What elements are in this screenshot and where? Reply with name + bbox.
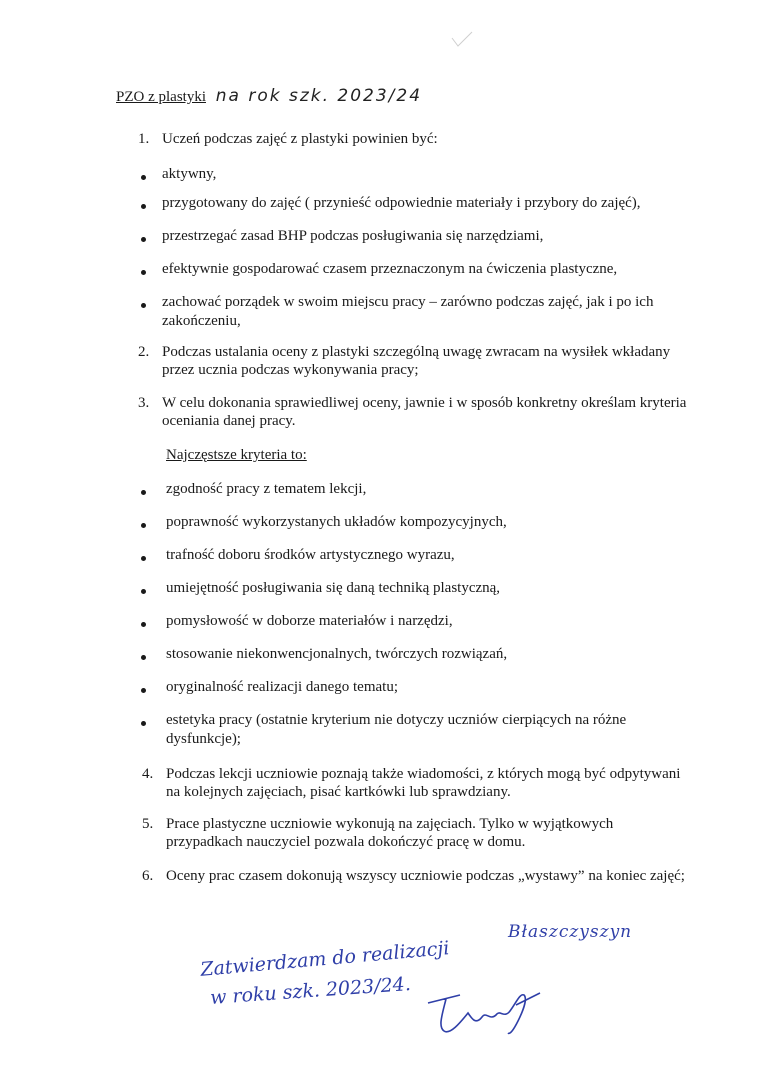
scan-mark (450, 30, 474, 50)
item-text: na kolejnych zajęciach, pisać kartkówki lub sprawdziany. (166, 784, 511, 800)
title-typed: PZO z plastyki (116, 89, 206, 105)
list-item: przygotowany do zajęć ( przynieść odpowiednie materiały i przybory do zajęć), (162, 195, 641, 211)
bullet-dot (141, 556, 146, 561)
item-text: Oceny prac czasem dokonują wszyscy uczniowie podczas „wystawy” na koniec zajęć; (166, 868, 685, 884)
bullet-dot (141, 622, 146, 627)
list-item: umiejętność posługiwania się daną techniką plastyczną, (166, 580, 501, 596)
list-item: estetyka pracy (ostatnie kryterium nie dotyczy uczniów cierpiących na różne (166, 712, 627, 728)
list-item: oryginalność realizacji danego tematu; (166, 679, 398, 695)
list-item-continuation: zakończeniu, (162, 313, 241, 329)
item-text: przez ucznia podczas wykonywania pracy; (162, 362, 419, 378)
item-text: oceniania danej pracy. (162, 413, 296, 429)
item-number: 3. (138, 395, 150, 411)
item-number: 2. (138, 344, 150, 360)
bullet-dot (141, 589, 146, 594)
list-item: aktywny, (162, 166, 217, 182)
list-item: zgodność pracy z tematem lekcji, (166, 481, 367, 497)
approval-line-1: Zatwierdzam do realizacji (199, 937, 451, 981)
item-number: 1. (138, 131, 150, 147)
bullet-dot (141, 490, 146, 495)
list-item: trafność doboru środków artystycznego wyrazu, (166, 547, 455, 563)
list-item: poprawność wykorzystanych układów kompozycyjnych, (166, 514, 507, 530)
item-number: 5. (142, 816, 154, 832)
criteria-heading: Najczęstsze kryteria to: (166, 447, 307, 463)
page-title (116, 86, 422, 106)
bullet-dot (141, 721, 146, 726)
item-text: Uczeń podczas zajęć z plastyki powinien być: (162, 131, 438, 147)
list-item: pomysłowość w doborze materiałów i narzędzi, (166, 613, 453, 629)
bullet-dot (141, 204, 146, 209)
bullet-dot (141, 523, 146, 528)
signature (420, 975, 550, 1040)
approval-name: Błaszczyszyn (508, 922, 633, 942)
item-text: Podczas ustalania oceny z plastyki szczególną uwagę zwracam na wysiłek wkładany (162, 344, 671, 360)
bullet-dot (141, 175, 146, 180)
title-handwritten: na rok szk. 2023/24 (215, 86, 423, 106)
bullet-dot (141, 688, 146, 693)
list-item: stosowanie niekonwencjonalnych, twórczych rozwiązań, (166, 646, 508, 662)
bullet-dot (141, 270, 146, 275)
item-text: Prace plastyczne uczniowie wykonują na zajęciach. Tylko w wyjątkowych (166, 816, 614, 832)
item-text: W celu dokonania sprawiedliwej oceny, jawnie i w sposób konkretny określam kryteria (162, 395, 687, 411)
bullet-dot (141, 303, 146, 308)
item-number: 4. (142, 766, 154, 782)
item-text: Podczas lekcji uczniowie poznają także wiadomości, z których mogą być odpytywani (166, 766, 681, 782)
bullet-dot (141, 237, 146, 242)
item-number: 6. (142, 868, 154, 884)
list-item-continuation: dysfunkcje); (166, 731, 241, 747)
list-item: przestrzegać zasad BHP podczas posługiwania się narzędziami, (162, 228, 544, 244)
item-text: przypadkach nauczyciel pozwala dokończyć pracę w domu. (166, 834, 526, 850)
list-item: efektywnie gospodarować czasem przeznaczonym na ćwiczenia plastyczne, (162, 261, 618, 277)
approval-line-2: w roku szk. 2023/24. (209, 973, 412, 1009)
bullet-dot (141, 655, 146, 660)
list-item: zachować porządek w swoim miejscu pracy – zarówno podczas zajęć, jak i po ich (162, 294, 654, 310)
